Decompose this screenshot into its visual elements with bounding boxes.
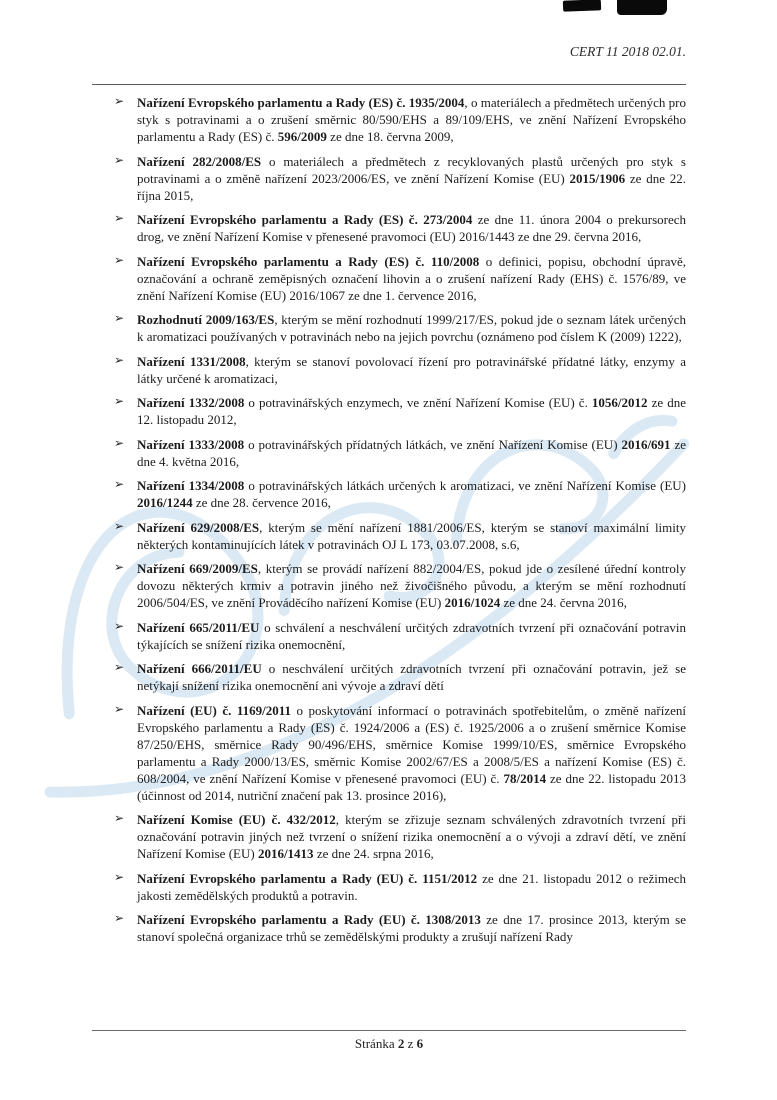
list-item-text	[137, 395, 686, 427]
list-item-text	[137, 661, 686, 693]
text-run: ze dne 4. května 2016,	[137, 436, 687, 469]
bullet-arrow-icon: ➢	[114, 518, 125, 533]
text-run-bold: Nařízení 1334/2008	[137, 478, 245, 493]
text-run-bold: Nařízení 629/2008/ES	[137, 519, 260, 535]
regulation-list	[100, 94, 686, 945]
text-run: o definici, popisu, obchodní úpravě, označování a ochraně zeměpisných označení lihovin a o zrušení nařízení Rady (EHS) č. 1576/89, ve znění Nařízení Komise (EU) 2016/1067 ze dne 1. července 2016,	[137, 253, 686, 303]
text-run: ze dne 21. listopadu 2012 o režimech jakosti zemědělských produktů a potravin.	[137, 870, 686, 903]
text-run: o neschválení určitých zdravotních tvrzení při označování potravin, jež se netýkají snížení rizika onemocnění ani vývoje a zdraví dětí	[137, 661, 686, 693]
list-item-text	[137, 254, 686, 303]
header-divider	[92, 84, 686, 85]
text-run: ze dne 17. prosince 2013, kterým se stanoví společná organizace trhů se zemědělskými produkty a zrušují nařízení Rady	[137, 912, 686, 944]
list-item	[100, 353, 686, 387]
document-code: CERT 11 2018 02.01.	[569, 44, 686, 59]
list-item-text	[137, 212, 686, 244]
bullet-arrow-icon: ➢	[114, 660, 125, 674]
document-body	[100, 94, 686, 953]
text-run-bold: 2	[397, 1036, 405, 1051]
text-run-bold: 6	[416, 1036, 424, 1051]
list-item	[100, 619, 686, 653]
list-item	[100, 911, 686, 945]
text-run: ze dne 22. listopadu 2013 (účinnost od 2014, nutriční značení pak 13. prosince 2016),	[137, 770, 687, 803]
bullet-arrow-icon: ➢	[114, 94, 125, 108]
text-run-bold: Nařízení Evropského parlamentu a Rady (EU) č. 1151/2012	[137, 870, 478, 886]
text-run: ze dne 22. října 2015,	[137, 170, 686, 203]
text-run: z	[404, 1036, 417, 1051]
text-run-bold: Nařízení 1332/2008	[137, 395, 245, 410]
bullet-arrow-icon: ➢	[114, 811, 125, 825]
bullet-arrow-icon: ➢	[114, 701, 125, 716]
text-run: , kterým se mění rozhodnutí 1999/217/ES, pokud jde o seznam látek určených k aromatizaci používaných v potravinách nebo na jejich povrchu (oznámeno pod číslem K (2009) 1222),	[137, 312, 686, 344]
text-run-bold: 2016/1024	[444, 595, 501, 610]
list-item	[100, 702, 686, 804]
bullet-arrow-icon: ➢	[114, 211, 125, 225]
text-run-bold: 2016/691	[621, 436, 671, 452]
list-item-text	[137, 354, 686, 386]
text-run: , kterým se provádí nařízení 882/2004/ES, pokud jde o zesílené úřední kontroly dovozu některých krmiv a potravin jiného než živočišného původu, a kterým se mění rozhodnutí 2006/504/ES, ve znění Prováděcího nařízení Komise (EU)	[137, 561, 686, 610]
text-run-bold: Nařízení Evropského parlamentu a Rady (ES) č. 273/2004	[137, 212, 473, 227]
list-item-text	[137, 95, 686, 144]
bullet-arrow-icon: ➢	[114, 152, 125, 167]
bullet-arrow-icon: ➢	[114, 911, 125, 925]
text-run: Stránka	[354, 1036, 398, 1051]
text-run: ze dne 18. června 2009,	[326, 129, 454, 144]
scan-artifact	[617, 0, 667, 15]
list-item	[100, 436, 686, 470]
list-item-text	[137, 871, 686, 903]
text-run-bold: Nařízení Evropského parlamentu a Rady (EU) č. 1308/2013	[137, 912, 481, 927]
text-run-bold: Nařízení 1331/2008	[137, 353, 246, 369]
list-item	[100, 519, 686, 553]
list-item-text	[137, 478, 686, 510]
list-item	[100, 211, 686, 245]
text-run: ze dne 24. srpna 2016,	[313, 846, 434, 861]
text-run: , kterým se stanoví povolovací řízení pro potravinářské přídatné látky, enzymy a látky určené k aromatizaci,	[137, 353, 686, 386]
bullet-arrow-icon: ➢	[114, 477, 125, 491]
list-item	[100, 94, 686, 145]
text-run-bold: Nařízení 666/2011/EU	[137, 661, 262, 676]
list-item	[100, 253, 686, 304]
list-item	[100, 660, 686, 694]
list-item	[100, 394, 686, 428]
text-run: o materiálech a předmětech z recyklovaných plastů určených pro styk s potravinami a o změně nařízení 2023/2006/ES, ve znění Nařízení Komise (EU)	[137, 153, 686, 186]
text-run: o poskytování informací o potravinách spotřebitelům, o změně nařízení Evropského parlamentu a Rady (ES) č. 1924/2006 a (ES) č. 1925/2006 a o zrušení směrnice Komise 87/250/EHS, směrnice Rady 90/496/EHS, směrnice Komise 1999/10/ES, směrnice Evropského parlamentu a Rady 2000/13/ES, směrnic Komise 2002/67/ES a 2008/5/ES a nařízení Komise (ES) č. 608/2004, ve znění Nařízení Komise v přenesené pravomoci (EU) č.	[137, 702, 686, 786]
bullet-arrow-icon: ➢	[114, 311, 125, 325]
list-item-text	[137, 561, 686, 610]
list-item-text	[137, 154, 686, 203]
list-item-text	[137, 437, 686, 469]
bullet-arrow-icon: ➢	[114, 252, 125, 267]
text-run: , o materiálech a předmětech určených pro styk s potravinami a o zrušení směrnic 80/590/EHS a 89/109/EHS, ve znění Nařízení Evropského parlamentu a Rady (ES) č.	[137, 95, 686, 144]
text-run-bold: 2016/1413	[257, 846, 314, 861]
text-run-bold: Nařízení 282/2008/ES	[137, 153, 262, 169]
list-item-text	[137, 812, 686, 861]
bullet-arrow-icon: ➢	[114, 560, 125, 574]
page-number	[92, 1036, 686, 1052]
list-item-text	[137, 703, 686, 803]
list-item	[100, 560, 686, 611]
list-item	[100, 153, 686, 204]
text-run-bold: 2016/1244	[137, 495, 193, 510]
list-item-text	[137, 912, 686, 944]
list-item	[100, 870, 686, 904]
list-item-text	[137, 620, 686, 652]
bullet-arrow-icon: ➢	[114, 618, 125, 633]
list-item	[100, 311, 686, 345]
text-run-bold: 78/2014	[503, 770, 547, 786]
bullet-arrow-icon: ➢	[114, 869, 125, 884]
text-run-bold: Nařízení Evropského parlamentu a Rady (ES) č. 110/2008	[137, 253, 480, 269]
text-run-bold: 2015/1906	[569, 170, 626, 186]
text-run: ze dne 24. června 2016,	[500, 595, 627, 610]
text-run: o potravinářských látkách určených k aromatizaci, ve znění Nařízení Komise (EU)	[244, 478, 686, 493]
text-run-bold: Nařízení Evropského parlamentu a Rady (ES) č. 1935/2004	[137, 95, 465, 110]
text-run: o potravinářských přídatných látkách, ve znění Nařízení Komise (EU)	[244, 436, 622, 452]
text-run: o potravinářských enzymech, ve znění Nařízení Komise (EU) č.	[244, 395, 592, 410]
list-item	[100, 477, 686, 511]
list-item-text	[137, 312, 686, 344]
text-run-bold: 1056/2012	[591, 395, 648, 410]
bullet-arrow-icon: ➢	[114, 435, 125, 450]
bullet-arrow-icon: ➢	[114, 394, 125, 408]
text-run-bold: Nařízení (EU) č. 1169/2011	[137, 702, 292, 718]
list-item	[100, 811, 686, 862]
text-run-bold: 596/2009	[277, 129, 327, 144]
list-item-text	[137, 520, 686, 552]
text-run-bold: Nařízení 669/2009/ES	[137, 561, 258, 576]
scan-artifact	[563, 0, 601, 12]
text-run: , kterým se zřizuje seznam schválených zdravotních tvrzení při označování potravin jiných než tvrzení o snížení rizika onemocnění a o vývoji a zdraví dětí, ve znění Nařízení Komise (EU)	[137, 812, 686, 861]
text-run-bold: Nařízení 1333/2008	[137, 436, 245, 452]
text-run-bold: Rozhodnutí 2009/163/ES	[137, 312, 275, 327]
text-run: o schválení a neschválení určitých zdravotních tvrzení při označování potravin týkajících se snížení rizika onemocnění,	[137, 619, 686, 652]
footer-divider	[92, 1030, 686, 1031]
text-run: ze dne 12. listopadu 2012,	[137, 395, 686, 427]
text-run: ze dne 28. července 2016,	[192, 495, 331, 510]
text-run: ze dne 11. února 2004 o prekursorech drog, ve znění Nařízení Komise v přenesené pravomoci (EU) 2016/1443 ze dne 29. června 2016,	[137, 212, 686, 244]
bullet-arrow-icon: ➢	[114, 352, 125, 367]
text-run-bold: Nařízení 665/2011/EU	[137, 619, 260, 635]
text-run: , kterým se mění nařízení 1881/2006/ES, kterým se stanoví maximální limity některých kontaminujících látek v potravinách OJ L 173, 03.07.2008, s.6,	[137, 519, 686, 552]
text-run-bold: Nařízení Komise (EU) č. 432/2012	[137, 812, 336, 827]
